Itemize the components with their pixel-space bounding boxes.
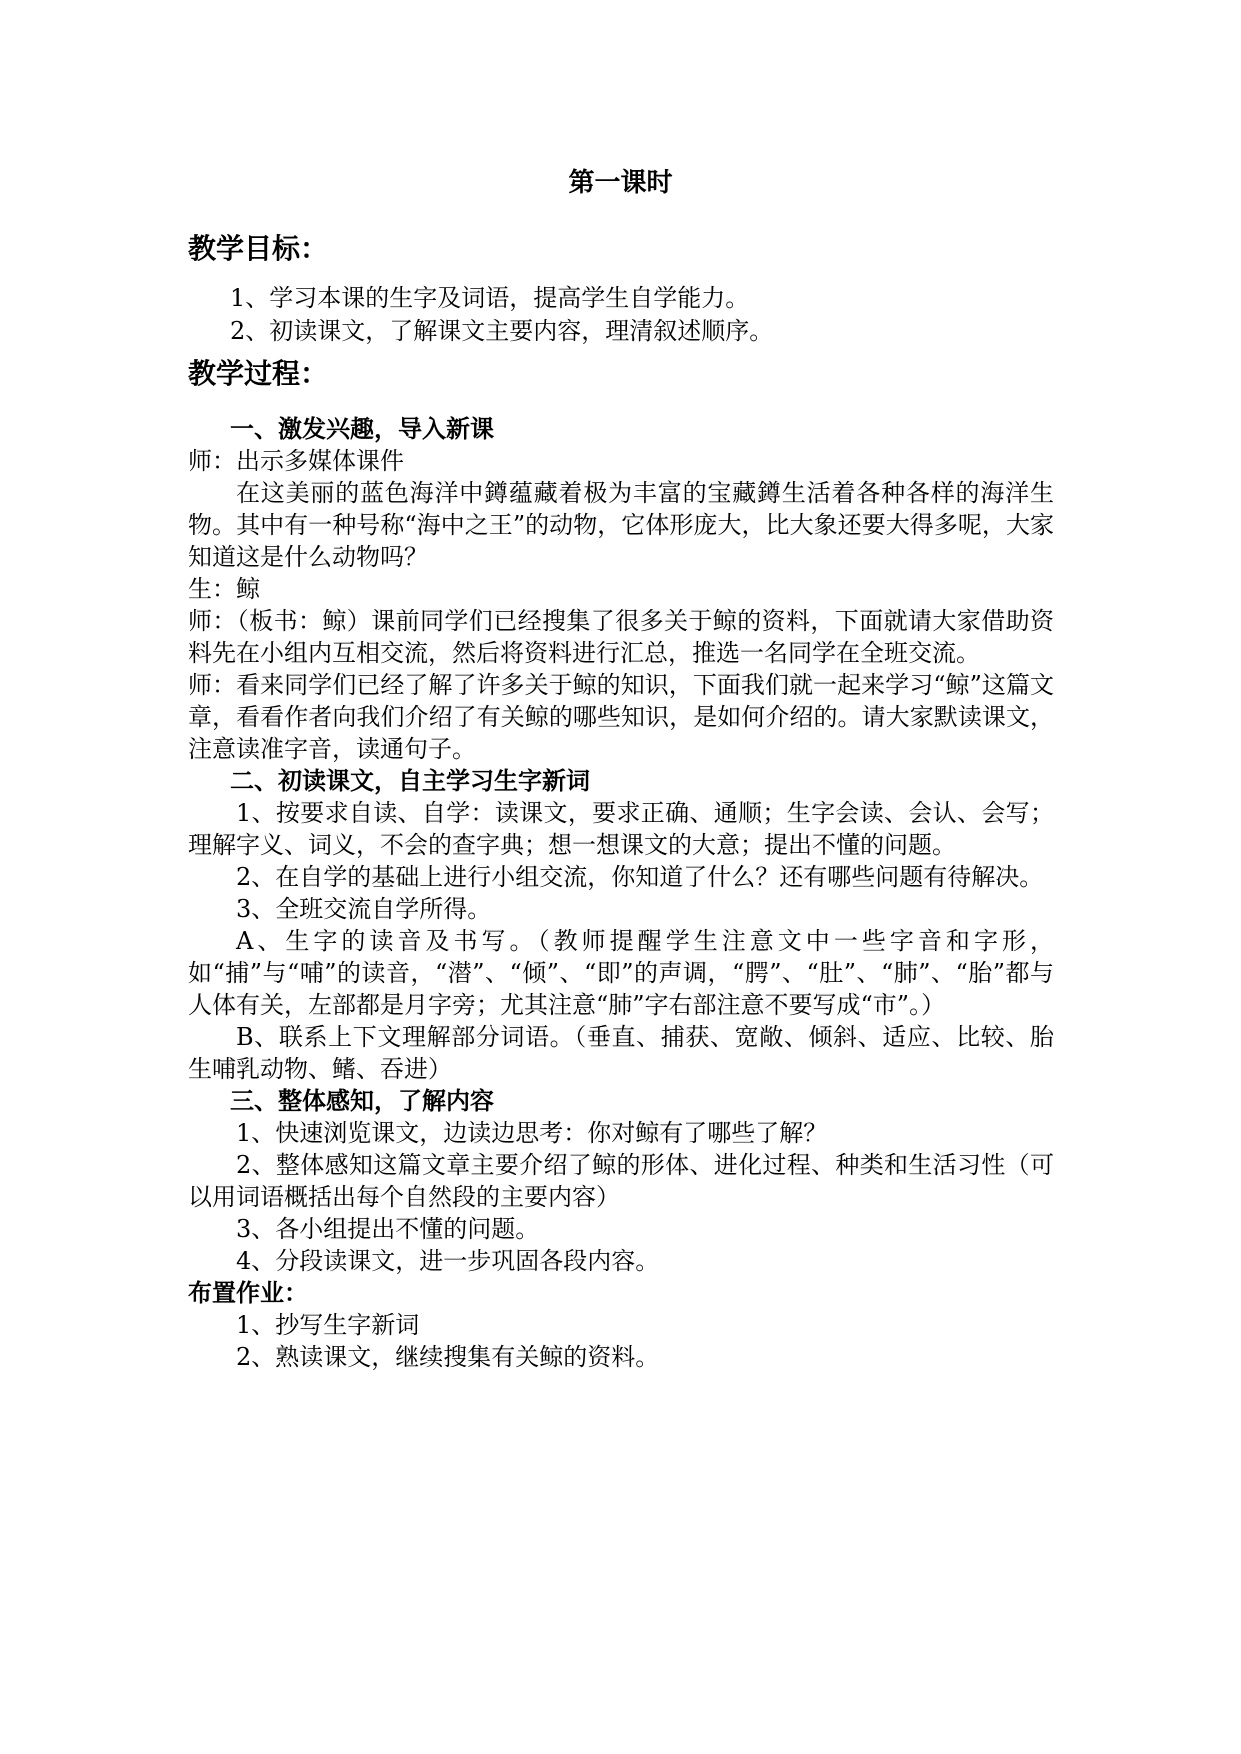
paragraph: 2、在自学的基础上进行小组交流，你知道了什么？还有哪些问题有待解决。 xyxy=(236,863,1044,891)
homework-item: 1、抄写生字新词 xyxy=(236,1311,420,1339)
paragraph: 3、各小组提出不懂的问题。 xyxy=(236,1215,540,1243)
homework-item: 2、熟读课文，继续搜集有关鲸的资料。 xyxy=(236,1343,660,1371)
paragraph: B、联系上下文理解部分词语。（垂直、捕获、宽敞、倾斜、适应、比较、胎生哺乳动物、鳍、吞进） xyxy=(188,1023,1054,1083)
paragraph: 师：看来同学们已经了解了许多关于鲸的知识，下面我们就一起来学习“鲸”这篇文章，看看作者向我们介绍了有关鲸的哪些知识，是如何介绍的。请大家默读课文，注意读准字音，读通句子。 xyxy=(188,671,1054,763)
goal-item: 2、初读课文，了解课文主要内容，理清叙述顺序。 xyxy=(230,317,774,345)
section-heading-2: 二、初读课文，自主学习生字新词 xyxy=(230,767,590,795)
paragraph: 3、全班交流自学所得。 xyxy=(236,895,492,923)
process-heading: 教学过程： xyxy=(188,357,329,390)
paragraph: 1、按要求自读、自学：读课文，要求正确、通顺；生字会读、会认、会写；理解字义、词义，不会的查字典；想一想课文的大意；提出不懂的问题。 xyxy=(188,799,1054,859)
paragraph: 1、快速浏览课文，边读边思考：你对鲸有了哪些了解？ xyxy=(236,1119,828,1147)
paragraph: 师：（板书：鲸）课前同学们已经搜集了很多关于鲸的资料，下面就请大家借助资料先在小组内互相交流，然后将资料进行汇总，推选一名同学在全班交流。 xyxy=(188,607,1054,667)
goals-heading: 教学目标： xyxy=(188,232,329,265)
process-body xyxy=(188,413,1054,1373)
paragraph: 4、分段读课文，进一步巩固各段内容。 xyxy=(236,1247,660,1275)
paragraph: 师：出示多媒体课件 xyxy=(188,447,404,475)
paragraph: 生：鲸 xyxy=(188,575,260,603)
section-heading-1: 一、激发兴趣，导入新课 xyxy=(230,415,494,443)
goals-list xyxy=(188,282,1054,348)
homework-heading: 布置作业： xyxy=(188,1279,308,1307)
page-title: 第一课时 xyxy=(568,168,673,198)
paragraph: A、生字的读音及书写。（教师提醒学生注意文中一些字音和字形，如“捕”与“哺”的读音，“潜”、“倾”、“即”的声调，“腭”、“肚”、“肺”、“胎”都与人体有关，左部都是月字旁；尤其注意“肺”字右部注意不要写成“市”。） xyxy=(188,927,1054,1019)
paragraph: 2、整体感知这篇文章主要介绍了鲸的形体、进化过程、种类和生活习性（可以用词语概括出每个自然段的主要内容） xyxy=(188,1151,1054,1211)
goal-item: 1、学习本课的生字及词语，提高学生自学能力。 xyxy=(230,284,750,312)
paragraph: 在这美丽的蓝色海洋中鐏蕴藏着极为丰富的宝藏鐏生活着各种各样的海洋生物。其中有一种号称“海中之王”的动物，它体形庞大，比大象还要大得多呢，大家知道这是什么动物吗？ xyxy=(188,479,1054,571)
section-heading-3: 三、整体感知，了解内容 xyxy=(230,1087,494,1115)
